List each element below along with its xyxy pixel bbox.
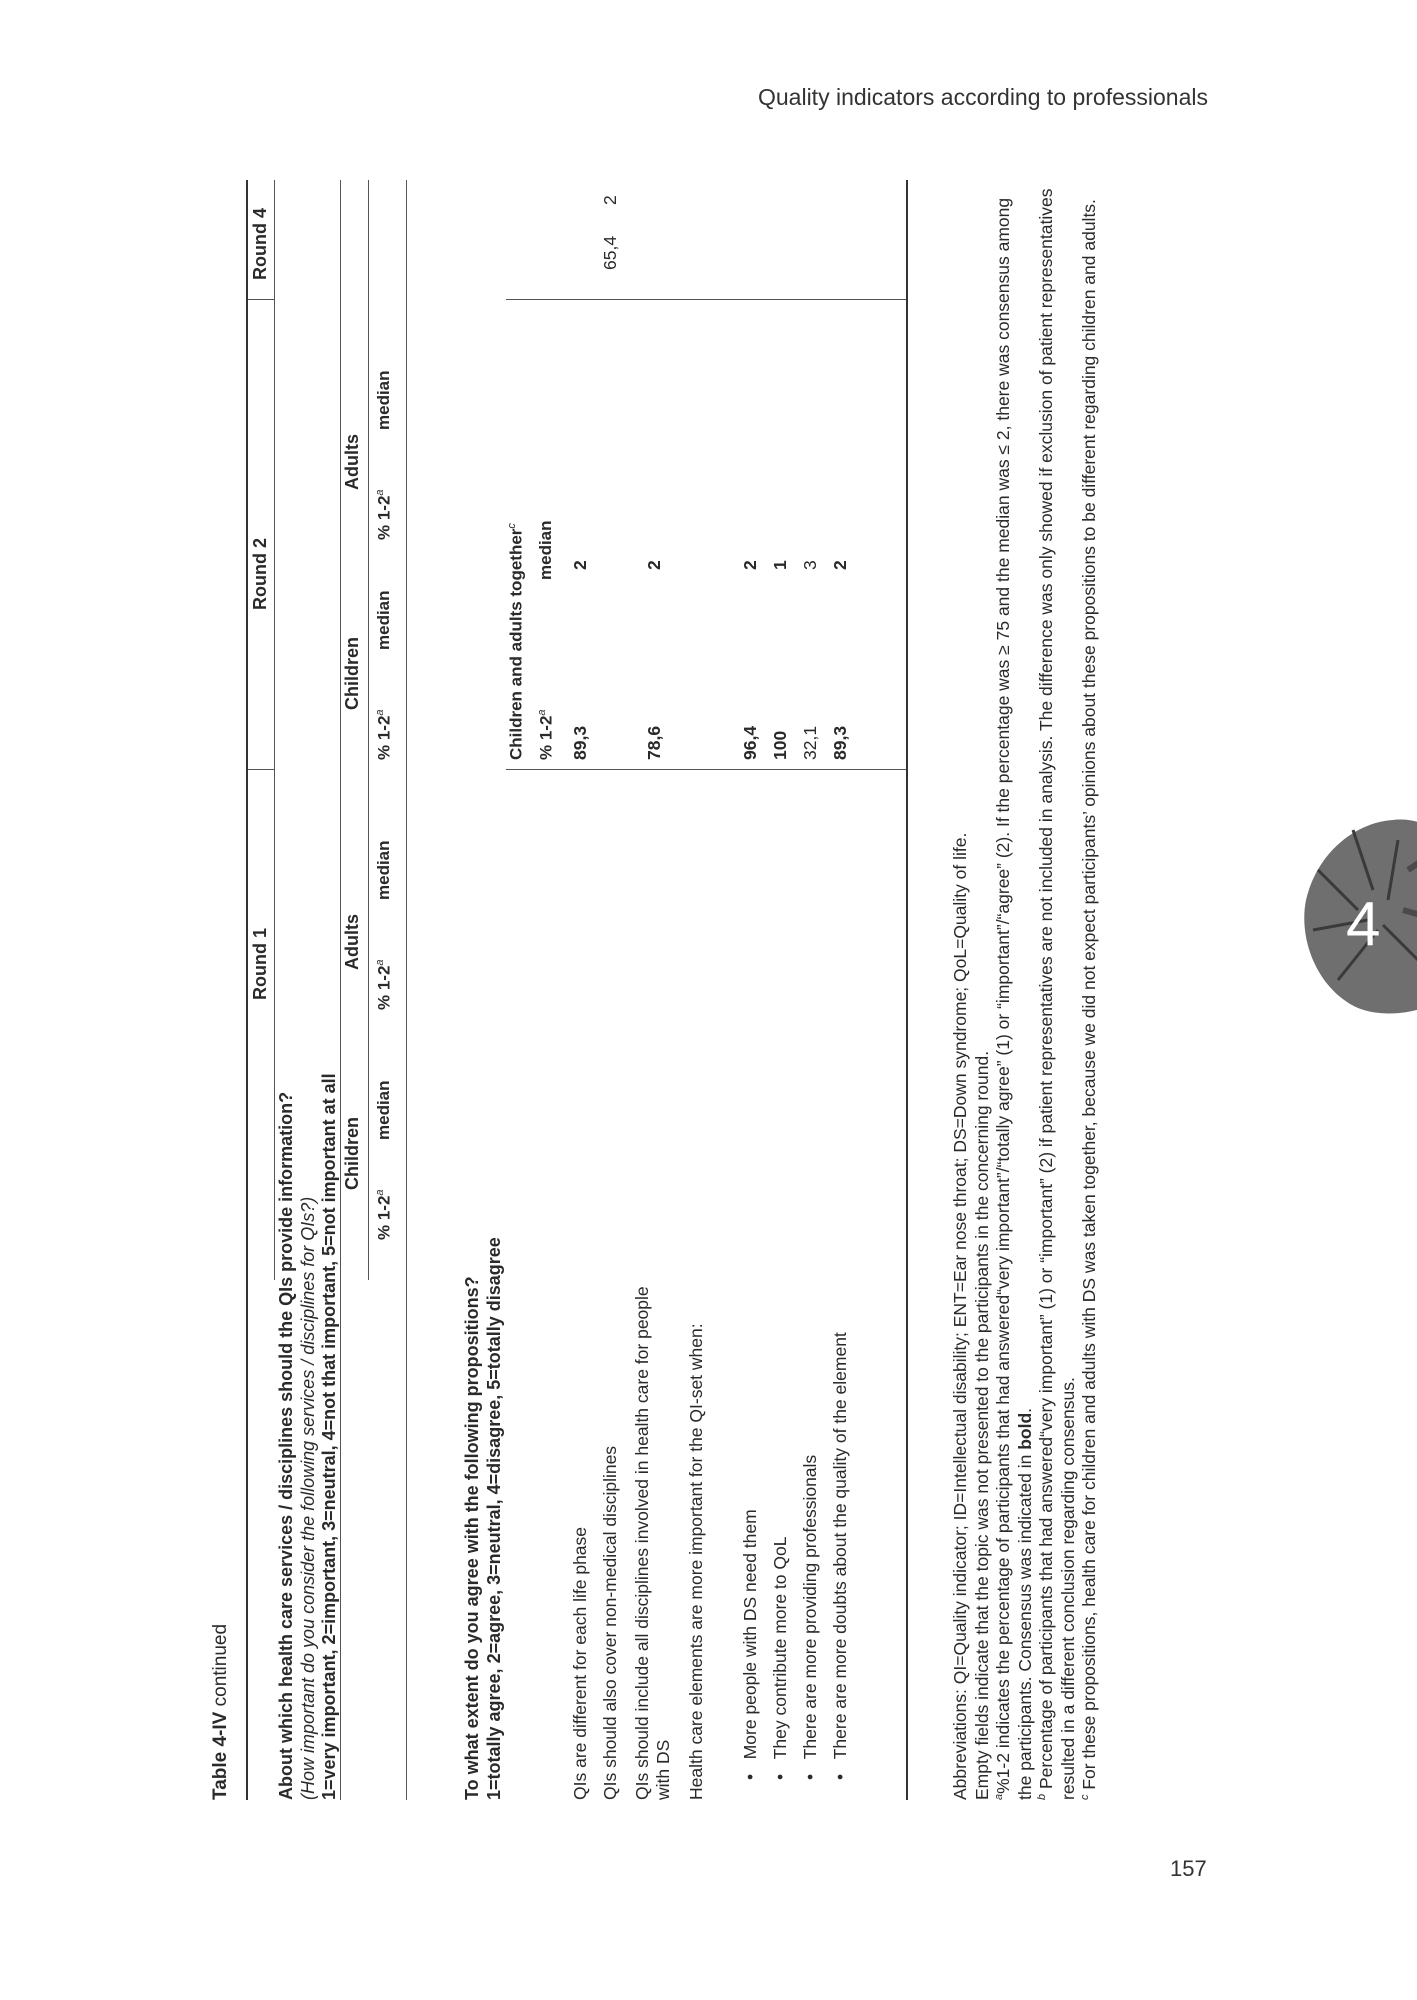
question-services-scale: 1=very important, 2=important, 3=neutral, 4=not that important, 5=not important at all [319, 1073, 340, 1800]
r2-children-median-col: median [374, 590, 393, 650]
chapter-badge [1298, 810, 1417, 1020]
r2-adults-median-col: median [374, 370, 393, 430]
note-empty-fields: Empty fields indicate that the topic was not presented to the participants in the concerning round. [971, 1050, 992, 1800]
row-elements-when: Health care elements are more important for the QI-set when: [686, 1323, 706, 1800]
table-notes [950, 180, 1101, 1800]
note-a: $^a$%1-2 indicates the percentage of participants that had answered“very important”/“totally agree” (1) or “important”/“agree” (2). If the percentage was ≥ 75 and the median was ≤ 2, there was consensus among the participants. Consensus was indicated in bold. [993, 197, 1035, 1800]
r1-children-median-col: median [374, 1080, 393, 1140]
table-caption [210, 1624, 233, 1800]
together-header: Children and adults together$^c$ [506, 523, 526, 760]
row-more-people: • More people with DS need them [740, 1509, 760, 1780]
row-professionals-median: 3 [800, 560, 820, 570]
question-services-title: About which health care services / disciplines should the QIs provide information? [276, 1091, 296, 1800]
question-services [276, 1073, 341, 1800]
row-all-disciplines-pct: 78,6 [644, 725, 664, 760]
row-qol: • They contribute more to QoL [770, 1536, 790, 1780]
note-c: $^c$ For these propositions, health care for children and adults with DS was taken together, because we did not expect participants’ opinions about these propositions to be different regarding children and adults. [1079, 199, 1100, 1800]
note-abbreviations: Abbreviations: QI=Quality indicator; ID=Intellectual disability; ENT=Ear nose throat; DS=Down syndrome; QoL=Quality of life. [950, 832, 970, 1800]
group-rule-mid [368, 180, 369, 1280]
row-more-people-pct: 96,4 [740, 725, 760, 760]
row-non-medical-r4-median: 2 [600, 195, 620, 205]
round2-4-divider [506, 299, 906, 300]
r1-adults-header: Adults [342, 914, 362, 970]
r1-children-header: Children [342, 1116, 362, 1190]
r2-children-header: Children [342, 636, 362, 710]
row-doubts-pct: 89,3 [830, 725, 850, 760]
r2-adults-header: Adults [342, 434, 362, 490]
question-propositions [462, 1237, 505, 1800]
table-bottom-rule [906, 180, 908, 1800]
row-professionals-pct: 32,1 [800, 725, 820, 760]
round-divider-1 [248, 769, 274, 770]
row-doubts: • There are more doubts about the quality of the element [830, 1332, 850, 1780]
row-doubts-median: 2 [830, 560, 850, 570]
note-b: $^b$ Percentage of participants that had answered“very important” (1) or “important” (2) if patient representatives are not included in analysis. The difference was only showed if exclusion of patient representatives resulted in a different conclusion regarding consensus. [1036, 188, 1078, 1800]
round-divider-2 [248, 299, 274, 300]
together-pct-col: % 1-2$^a$ [536, 709, 556, 760]
running-head: Quality indicators according to professionals [757, 84, 1208, 110]
row-qol-median: 1 [770, 560, 790, 570]
row-all-disciplines-median: 2 [644, 560, 664, 570]
group-rule-bottom [406, 180, 407, 1800]
row-life-phase-median: 2 [570, 560, 590, 570]
round2-header: Round 2 [250, 538, 270, 610]
rotated-table-page [210, 180, 1170, 1800]
row-professionals: • There are more providing professionals [800, 1454, 820, 1780]
page-number: 157 [1170, 1856, 1207, 1881]
together-median-col: median [536, 520, 555, 580]
row-all-disciplines: QIs should include all disciplines involved in health care for people with DS [632, 1286, 673, 1800]
chapter-number: 4 [1346, 890, 1381, 959]
question-services-subtitle: (How important do you consider the following services / disciplines for QIs?) [297, 1196, 318, 1800]
table-label: Table 4-IV [210, 1711, 231, 1800]
r1-adults-median-col: median [374, 840, 393, 900]
rounds-rule [274, 180, 275, 1280]
row-life-phase-pct: 89,3 [570, 725, 590, 760]
table-label-suffix: continued [210, 1623, 231, 1712]
r1-children-pct-col: % 1-2$^a$ [374, 1189, 394, 1240]
round4-header: Round 4 [250, 208, 270, 280]
row-non-medical-r4-pct: 65,4 [600, 235, 620, 270]
row-non-medical: QIs should also cover non-medical disciplines [600, 1445, 620, 1800]
header-rule [246, 180, 248, 1800]
group-rule-top [340, 180, 341, 1800]
r2-adults-pct-col: % 1-2$^a$ [374, 489, 394, 540]
row-life-phase: QIs are different for each life phase [570, 1526, 590, 1800]
row-more-people-median: 2 [740, 560, 760, 570]
round1-2-divider [506, 769, 906, 770]
r2-children-pct-col: % 1-2$^a$ [374, 709, 394, 760]
r1-adults-pct-col: % 1-2$^a$ [374, 959, 394, 1010]
row-qol-pct: 100 [770, 730, 790, 760]
question-propositions-title: To what extent do you agree with the following propositions? [462, 1276, 482, 1800]
question-propositions-scale: 1=totally agree, 2=agree, 3=neutral, 4=disagree, 5=totally disagree [483, 1237, 504, 1800]
round1-header: Round 1 [250, 928, 270, 1000]
